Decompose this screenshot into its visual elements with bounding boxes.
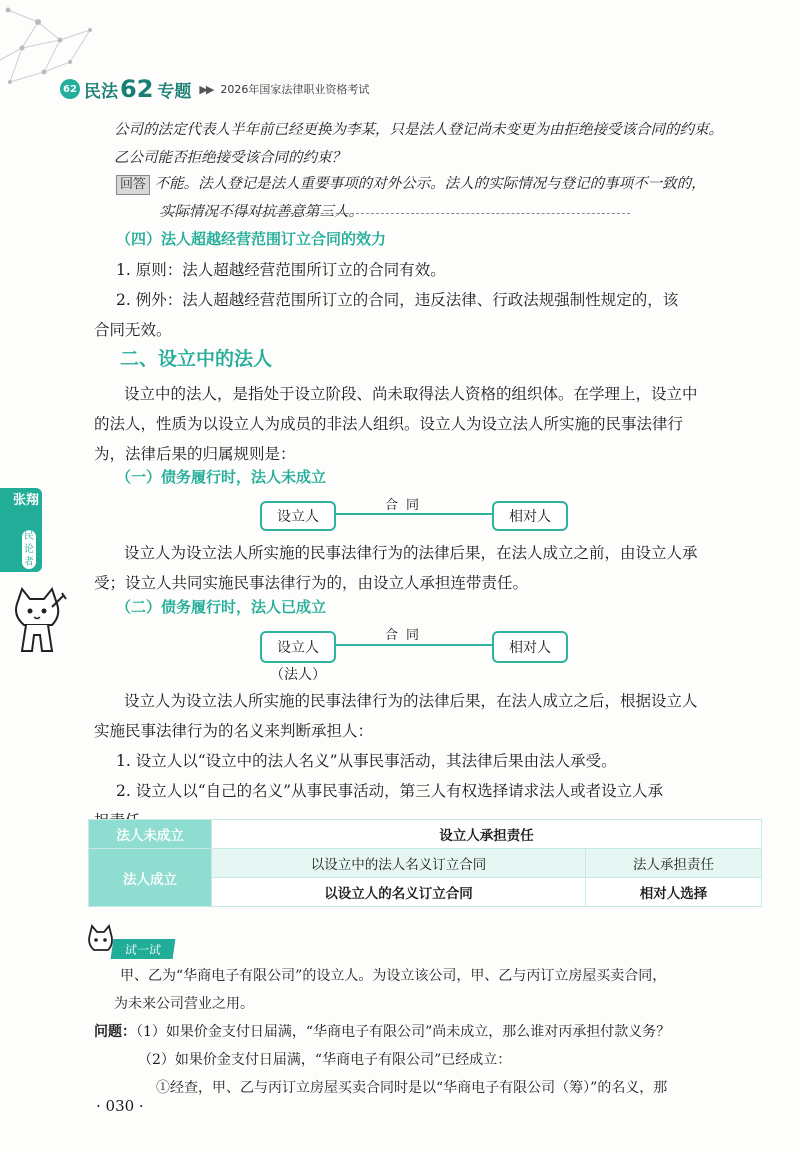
- paragraph: 设立中的法人，是指处于设立阶段、尚未取得法人资格的组织体。在学理上，设立中: [124, 385, 698, 403]
- side-tab-badge-char: 者: [24, 557, 34, 568]
- question-line: 公司的法定代表人半年前已经更换为李某，只是法人登记尚未变更为由拒绝接受该合同的约束。: [114, 122, 723, 138]
- table-cell: 相对人选择: [586, 878, 762, 907]
- paragraph: 的法人，性质为以设立人为成员的非法人组织。设立人为设立法人所实施的民事法律行: [94, 415, 684, 433]
- diagram-relation-label: 合同: [385, 628, 428, 643]
- paragraph: 设立人为设立法人所实施的民事法律行为的法律后果，在法人成立之后，根据设立人: [124, 692, 698, 710]
- answer-divider: [160, 213, 630, 214]
- case-text: [94, 538, 764, 598]
- header-series: 民法: [84, 81, 118, 102]
- exercise-questions: [94, 1018, 774, 1102]
- table-row-header: 法人成立: [89, 849, 212, 907]
- part-title: 二、设立中的法人: [120, 348, 273, 370]
- series-logo-icon: 62: [60, 79, 80, 99]
- answer-tag: 回答: [116, 175, 150, 195]
- section-body: [94, 255, 766, 345]
- page-number: · 030 ·: [96, 1097, 144, 1115]
- paragraph: 为，法律后果的归属规则是：: [94, 445, 296, 463]
- side-tab-badge-char: 民: [24, 531, 34, 542]
- questions-label: 问题：: [94, 1024, 136, 1040]
- paragraph: 实施民事法律行为的名义来判断承担人：: [94, 722, 374, 740]
- paragraph: 1. 设立人以“设立中的法人名义”从事民事活动，其法律后果由法人承受。: [116, 752, 617, 770]
- header-suffix: 专题: [157, 81, 192, 102]
- diagram-box-counterparty: 相对人: [492, 631, 568, 663]
- paragraph: 合同无效。: [94, 321, 172, 339]
- diagram-note: （法人）: [270, 667, 326, 683]
- paragraph: 甲、乙为“华商电子有限公司”的设立人。为设立该公司，甲、乙与丙订立房屋买卖合同，: [120, 968, 667, 984]
- part-intro: [94, 379, 764, 469]
- answer-line: 不能。法人登记是法人重要事项的对外公示。法人的实际情况与登记的事项不一致的，: [154, 176, 706, 192]
- answer-block: [116, 170, 766, 226]
- mascot-cat-icon: [4, 585, 72, 661]
- table-row: [89, 820, 762, 849]
- section-title: （四）法人超越经营范围订立合同的效力: [116, 230, 387, 248]
- side-tab-name: 张翔: [13, 493, 40, 508]
- table-cell: 法人承担责任: [586, 849, 762, 878]
- table-cell: 以设立中的法人名义订立合同: [212, 849, 586, 878]
- table-row-header: 法人未成立: [89, 820, 212, 849]
- exercise-body: [94, 962, 774, 1018]
- diagram-box-counterparty: 相对人: [492, 501, 568, 531]
- diagram-relation-label: 合同: [385, 498, 428, 513]
- case-title: （二）债务履行时，法人已成立: [116, 598, 327, 616]
- diagram-box-founder: 设立人: [260, 501, 336, 531]
- question-subitem: ①经查，甲、乙与丙订立房屋买卖合同时是以“华商电子有限公司（筹）”的名义，那: [156, 1080, 668, 1096]
- table-cell: 设立人承担责任: [212, 820, 762, 849]
- exercise-banner: 试一试: [111, 939, 176, 959]
- side-tab-badge-char: 论: [24, 544, 34, 555]
- diagram-connector: [334, 644, 492, 646]
- question-item: （2）如果价金支付日届满，“华商电子有限公司”已经成立：: [138, 1052, 512, 1068]
- paragraph: 2. 设立人以“自己的名义”从事民事活动，第三人有权选择请求法人或者设立人承: [116, 782, 664, 800]
- case-text: [94, 686, 764, 836]
- running-header: [60, 75, 370, 103]
- side-tab: [0, 488, 42, 572]
- table-cell: 以设立人的名义订立合同: [212, 878, 586, 907]
- question-continued: [114, 116, 764, 172]
- paragraph: 1. 原则：法人超越经营范围所订立的合同有效。: [116, 261, 446, 279]
- header-arrows-icon: ▶▶: [199, 82, 213, 96]
- paragraph: 为未来公司营业之用。: [114, 996, 254, 1012]
- header-number: 62: [120, 75, 154, 103]
- summary-table: [88, 819, 762, 907]
- paragraph: 设立人为设立法人所实施的民事法律行为的法律后果，在法人成立之前，由设立人承: [124, 544, 698, 562]
- answer-line: 实际情况不得对抗善意第三人。: [160, 204, 363, 220]
- table-row: [89, 849, 762, 878]
- question-line: 乙公司能否拒绝接受该合同的约束？: [114, 150, 346, 166]
- diagram-connector: [334, 513, 492, 515]
- paragraph: 受；设立人共同实施民事法律行为的，由设立人承担连带责任。: [94, 574, 529, 592]
- case-title: （一）债务履行时，法人未成立: [116, 468, 327, 486]
- paragraph: 2. 例外：法人超越经营范围所订立的合同，违反法律、行政法规强制性规定的，该: [116, 291, 679, 309]
- question-item: （1）如果价金支付日届满，“华商电子有限公司”尚未成立，那么谁对丙承担付款义务？: [136, 1024, 671, 1040]
- diagram-box-founder: 设立人: [260, 631, 336, 663]
- header-subtitle: 2026年国家法律职业资格考试: [220, 83, 370, 96]
- side-tab-badge: [22, 530, 36, 569]
